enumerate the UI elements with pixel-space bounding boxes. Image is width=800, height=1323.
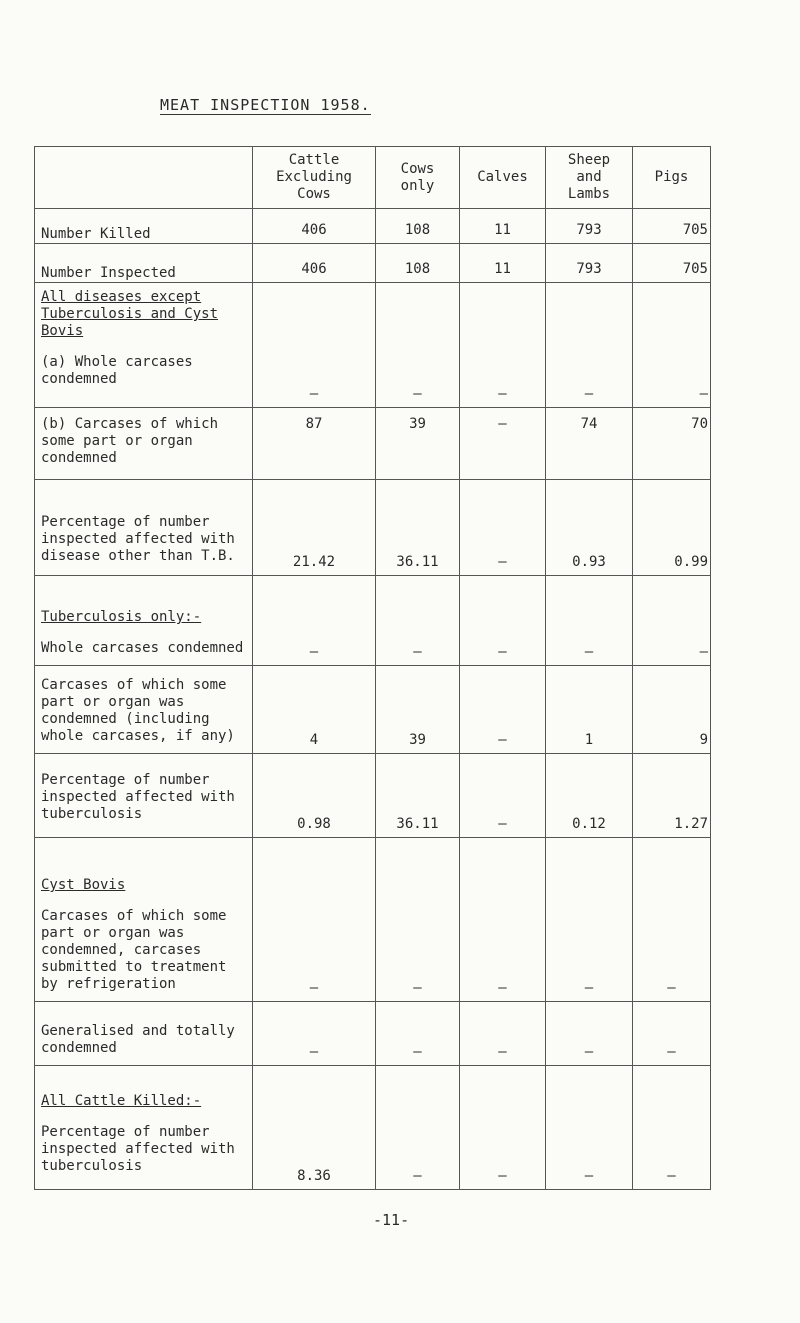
cell-value: 36.11 bbox=[376, 480, 460, 576]
cell-value: — bbox=[633, 283, 711, 408]
table-row bbox=[35, 1002, 711, 1066]
cell-value: — bbox=[376, 1002, 460, 1066]
page-number: -11- bbox=[373, 1211, 410, 1229]
cell-value: — bbox=[376, 576, 460, 666]
cell-value: 11 bbox=[460, 209, 546, 244]
row-label-all-diseases-whole bbox=[35, 283, 253, 408]
section-heading-tb: Tuberculosis only:- bbox=[41, 609, 202, 625]
cell-value: — bbox=[460, 754, 546, 838]
cell-value: — bbox=[460, 480, 546, 576]
cell-value: 8.36 bbox=[253, 1066, 376, 1190]
cell-value: 70 bbox=[633, 408, 711, 480]
cell-value: 87 bbox=[253, 408, 376, 480]
table-row bbox=[35, 838, 711, 1002]
cell-value: — bbox=[253, 838, 376, 1002]
cell-value: — bbox=[376, 1066, 460, 1190]
cell-value: 705 bbox=[633, 209, 711, 244]
cell-value: 0.98 bbox=[253, 754, 376, 838]
table-row bbox=[35, 754, 711, 838]
row-label-tb-pct: Percentage of number inspected affected with tuberculosis bbox=[35, 754, 253, 838]
cell-value: — bbox=[633, 1066, 711, 1190]
cell-value: 705 bbox=[633, 244, 711, 283]
cell-value: 1 bbox=[546, 666, 633, 754]
table-row bbox=[35, 244, 711, 283]
cell-value: 0.93 bbox=[546, 480, 633, 576]
table-row bbox=[35, 408, 711, 480]
col-header-pigs: Pigs bbox=[633, 147, 711, 209]
section-heading-all-diseases: All diseases except Tuberculosis and Cyst Bovis bbox=[41, 289, 219, 339]
section-heading-all-cattle: All Cattle Killed:- bbox=[41, 1093, 202, 1109]
header-blank bbox=[35, 147, 253, 209]
col-header-cattle: Cattle Excluding Cows bbox=[253, 147, 376, 209]
col-header-sheep: Sheep and Lambs bbox=[546, 147, 633, 209]
table-row bbox=[35, 480, 711, 576]
cell-value: — bbox=[460, 1002, 546, 1066]
cell-value: — bbox=[546, 283, 633, 408]
cell-value: — bbox=[633, 1002, 711, 1066]
cell-value: — bbox=[546, 1066, 633, 1190]
row-label-tb-whole bbox=[35, 576, 253, 666]
table-row bbox=[35, 1066, 711, 1190]
table-row bbox=[35, 576, 711, 666]
cell-value: — bbox=[376, 838, 460, 1002]
cell-value: 4 bbox=[253, 666, 376, 754]
cell-value: 39 bbox=[376, 408, 460, 480]
cell-value: — bbox=[633, 838, 711, 1002]
cell-value: 108 bbox=[376, 209, 460, 244]
cell-value: — bbox=[460, 666, 546, 754]
cell-value: 793 bbox=[546, 209, 633, 244]
header-row bbox=[35, 147, 711, 209]
cell-value: 21.42 bbox=[253, 480, 376, 576]
cell-value: 36.11 bbox=[376, 754, 460, 838]
cell-value: 0.99 bbox=[633, 480, 711, 576]
cell-value: 108 bbox=[376, 244, 460, 283]
col-header-cows: Cows only bbox=[376, 147, 460, 209]
cell-value: — bbox=[460, 576, 546, 666]
cell-value: — bbox=[253, 1002, 376, 1066]
row-label-all-diseases-part: (b) Carcases of which some part or organ condemned bbox=[35, 408, 253, 480]
cell-value: 74 bbox=[546, 408, 633, 480]
cell-value: 0.12 bbox=[546, 754, 633, 838]
row-label: Percentage of number inspected affected with tuberculosis bbox=[41, 1124, 235, 1174]
cell-value: — bbox=[376, 283, 460, 408]
cell-value: — bbox=[546, 576, 633, 666]
cell-value: — bbox=[460, 283, 546, 408]
meat-inspection-table bbox=[34, 146, 711, 1190]
row-label-all-cattle bbox=[35, 1066, 253, 1190]
row-label: Whole carcases condemned bbox=[41, 640, 244, 656]
row-label: Carcases of which some part or organ was condemned, carcases submitted to treatment by refrigeration bbox=[41, 908, 227, 992]
section-heading-cyst: Cyst Bovis bbox=[41, 877, 126, 893]
page-title: MEAT INSPECTION 1958. bbox=[160, 96, 371, 114]
cell-value: — bbox=[253, 283, 376, 408]
cell-value: — bbox=[253, 576, 376, 666]
cell-value: 39 bbox=[376, 666, 460, 754]
row-label-tb-part: Carcases of which some part or organ was condemned (including whole carcases, if any) bbox=[35, 666, 253, 754]
cell-value: — bbox=[460, 1066, 546, 1190]
row-label-cyst-refrig bbox=[35, 838, 253, 1002]
table-row bbox=[35, 666, 711, 754]
cell-value: 1.27 bbox=[633, 754, 711, 838]
row-label-cyst-general: Generalised and totally condemned bbox=[35, 1002, 253, 1066]
cell-value: — bbox=[546, 1002, 633, 1066]
col-header-calves: Calves bbox=[460, 147, 546, 209]
cell-value: 793 bbox=[546, 244, 633, 283]
row-label-all-diseases-pct: Percentage of number inspected affected with disease other than T.B. bbox=[35, 480, 253, 576]
row-label: (a) Whole carcases condemned bbox=[41, 354, 193, 387]
cell-value: — bbox=[633, 576, 711, 666]
cell-value: 11 bbox=[460, 244, 546, 283]
cell-value: 406 bbox=[253, 244, 376, 283]
row-label-inspected: Number Inspected bbox=[35, 244, 253, 283]
cell-value: — bbox=[460, 838, 546, 1002]
table-row bbox=[35, 283, 711, 408]
cell-value: 9 bbox=[633, 666, 711, 754]
cell-value: — bbox=[460, 408, 546, 480]
table-row bbox=[35, 209, 711, 244]
cell-value: 406 bbox=[253, 209, 376, 244]
cell-value: — bbox=[546, 838, 633, 1002]
row-label-killed: Number Killed bbox=[35, 209, 253, 244]
